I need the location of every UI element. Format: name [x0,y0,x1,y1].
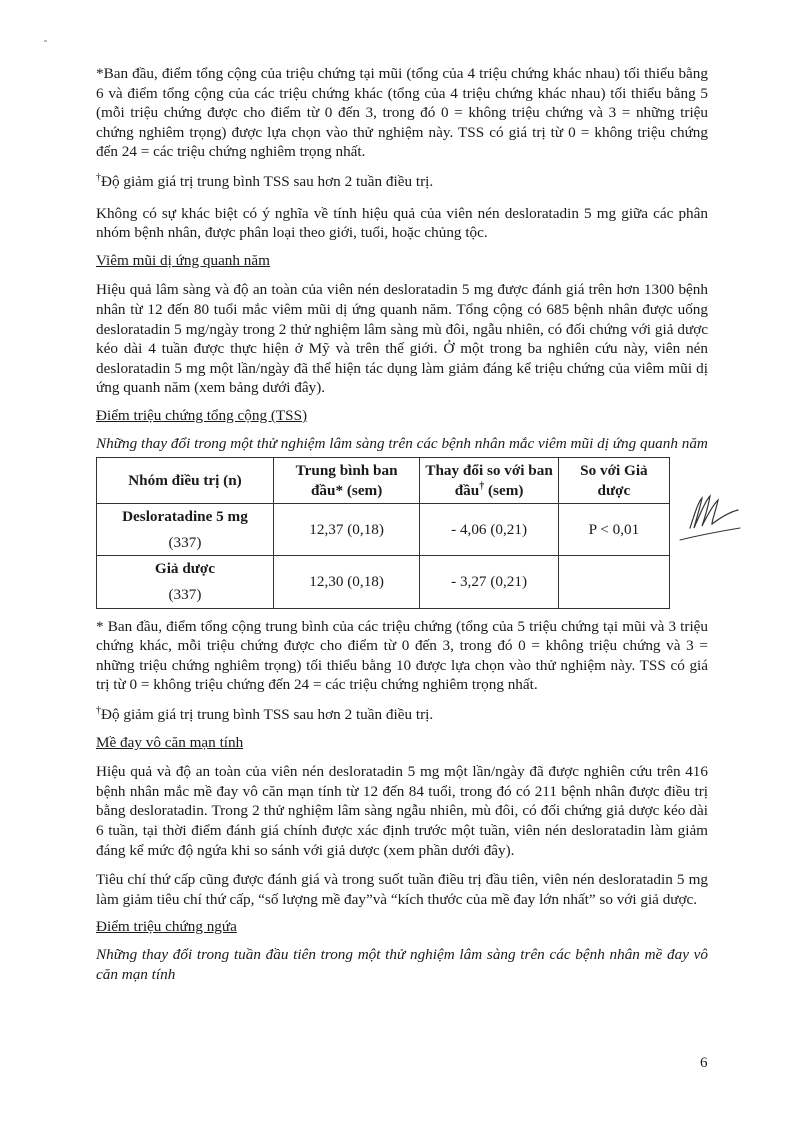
cell-vs-placebo: P < 0,01 [558,504,669,556]
paragraph-urticaria-study: Hiệu quả và độ an toàn của viên nén desloratadin 5 mg một lần/ngày đã được nghiên cứu trên 416 bệnh nhân mắc mề đay vô căn mạn tính từ 12 đến 84 tuổi, trong đó có 211 bệnh nhân được điều trị bằng desloratadin. Trong 2 thử nghiệm lâm sàng ngẫu nhiên, mù đôi, có đối chứng giả dược kéo dài 6 tuần, tại thời điểm đánh giá chính được xác định trước một tuần, viên nén desloratadin làm giảm đáng kể mức độ ngứa khi so sánh với giả dược (xem phần dưới đây). [96,763,708,859]
cell-baseline: 12,30 (0,18) [273,556,419,608]
cell-group [97,504,274,556]
scan-speck [44,40,47,42]
header-treatment-group: Nhóm điều trị (n) [97,458,274,504]
cell-change: - 4,06 (0,21) [420,504,559,556]
header-vs-placebo: So với Giả dược [558,458,669,504]
table-caption-perennial: Những thay đổi trong một thử nghiệm lâm sàng trên các bệnh nhân mắc viêm mũi dị ứng quanh năm [96,434,708,452]
header-change-text: Thay đổi so với ban đầu [425,462,553,499]
cell-change: - 3,27 (0,21) [420,556,559,608]
paragraph-subgroup-efficacy: Không có sự khác biệt có ý nghĩa về tính hiệu quả của viên nén desloratadin 5 mg giữa các phân nhóm bệnh nhân, được phân loại theo giới, tuổi, hoặc chủng tộc. [96,204,708,242]
table-caption-urticaria: Những thay đổi trong tuần đầu tiên trong một thử nghiệm lâm sàng trên các bệnh nhân mề đay vô căn mạn tính [96,945,708,983]
dagger-mark: † [96,704,101,716]
paragraph-secondary-endpoints: Tiêu chí thứ cấp cũng được đánh giá và trong suốt tuần điều trị đầu tiên, viên nén desloratadin 5 mg làm giảm tiêu chí thứ cấp, “số lượng mề đay”và “kích thước của mề đay lớn nhất” so với giả dược. [96,871,708,908]
footnote-tss-reduction [96,705,708,725]
handwritten-signature-icon [676,488,746,544]
group-name: Desloratadine 5 mg [122,508,248,526]
table-header-row [97,458,670,504]
document-page [96,64,708,984]
header-baseline-mean: Trung bình ban đầu* (sem) [273,458,419,504]
cell-vs-placebo [558,556,669,608]
section-heading-tss: Điểm triệu chứng tổng cộng (TSS) [96,406,308,424]
group-n: (337) [168,533,202,551]
dagger-mark: † [96,171,101,183]
paragraph-baseline-criteria: *Ban đầu, điểm tổng cộng của triệu chứng tại mũi (tổng của 4 triệu chứng khác nhau) tối thiểu bằng 6 và điểm tổng cộng của các triệu chứng khác (tổng của 4 triệu chứng khác nhau) tối thiểu bằng 5 (mỗi triệu chứng được cho điểm từ 0 đến 3, trong đó 0 = không triệu chứng và 3 = những triệu chứng nghiêm trọng) được lựa chọn vào thử nghiệm này. TSS có giá trị từ 0 = không triệu chứng đến 24 = các triệu chứng nghiêm trọng nhất. [96,65,708,161]
table-row [97,556,670,608]
footnote-tss-reduction [96,172,708,192]
header-change-from-baseline [420,458,559,504]
footnote-text: Độ giảm giá trị trung bình TSS sau hơn 2 tuần điều trị. [101,172,434,190]
cell-baseline: 12,37 (0,18) [273,504,419,556]
section-heading-pruritus: Điểm triệu chứng ngứa [96,918,237,936]
section-heading-urticaria: Mề đay vô căn mạn tính [96,733,244,751]
paragraph-baseline-footnote: * Ban đầu, điểm tổng cộng trung bình của các triệu chứng (tổng của 5 triệu chứng tại mũi và 3 triệu chứng khác, mỗi triệu chứng được cho điểm từ 0 đến 3, trong đó 0 = không triệu chứng và 3 = những triệu chứng nghiêm trọng) tối thiểu bằng 10 được lựa chọn vào thử nghiệm này. TSS có giá trị từ 0 = không triệu chứng đến 24 = các triệu chứng nghiêm trọng nhất. [96,617,708,694]
cell-group [97,556,274,608]
table-row [97,504,670,556]
group-n: (337) [168,586,202,604]
header-change-sem: (sem) [488,481,524,499]
tss-results-table [96,457,670,609]
footnote-text: Độ giảm giá trị trung bình TSS sau hơn 2 tuần điều trị. [101,706,434,724]
page-number: 6 [700,1055,708,1071]
paragraph-perennial-rhinitis-study: Hiệu quả lâm sàng và độ an toàn của viên nén desloratadin 5 mg được đánh giá trên hơn 1300 bệnh nhân từ 12 đến 80 tuổi mắc viêm mũi dị ứng quanh năm. Tổng cộng có 685 bệnh nhân được uống desloratadin 5 mg/ngày trong 2 thử nghiệm lâm sàng mù đôi, ngẫu nhiên, có đối chứng với giả dược kéo dài 4 tuần được thực hiện ở Mỹ và trên thế giới. Ở một trong ba nghiên cứu này, viên nén desloratadin 5 mg một lần/ngày đã thể hiện tác dụng làm giảm đáng kể triệu chứng của viêm mũi dị ứng quanh năm (xem bảng dưới đây). [96,281,708,397]
dagger-mark: † [479,480,485,492]
section-heading-perennial-rhinitis: Viêm mũi dị ứng quanh năm [96,251,270,269]
group-name: Giả dược [154,560,216,578]
